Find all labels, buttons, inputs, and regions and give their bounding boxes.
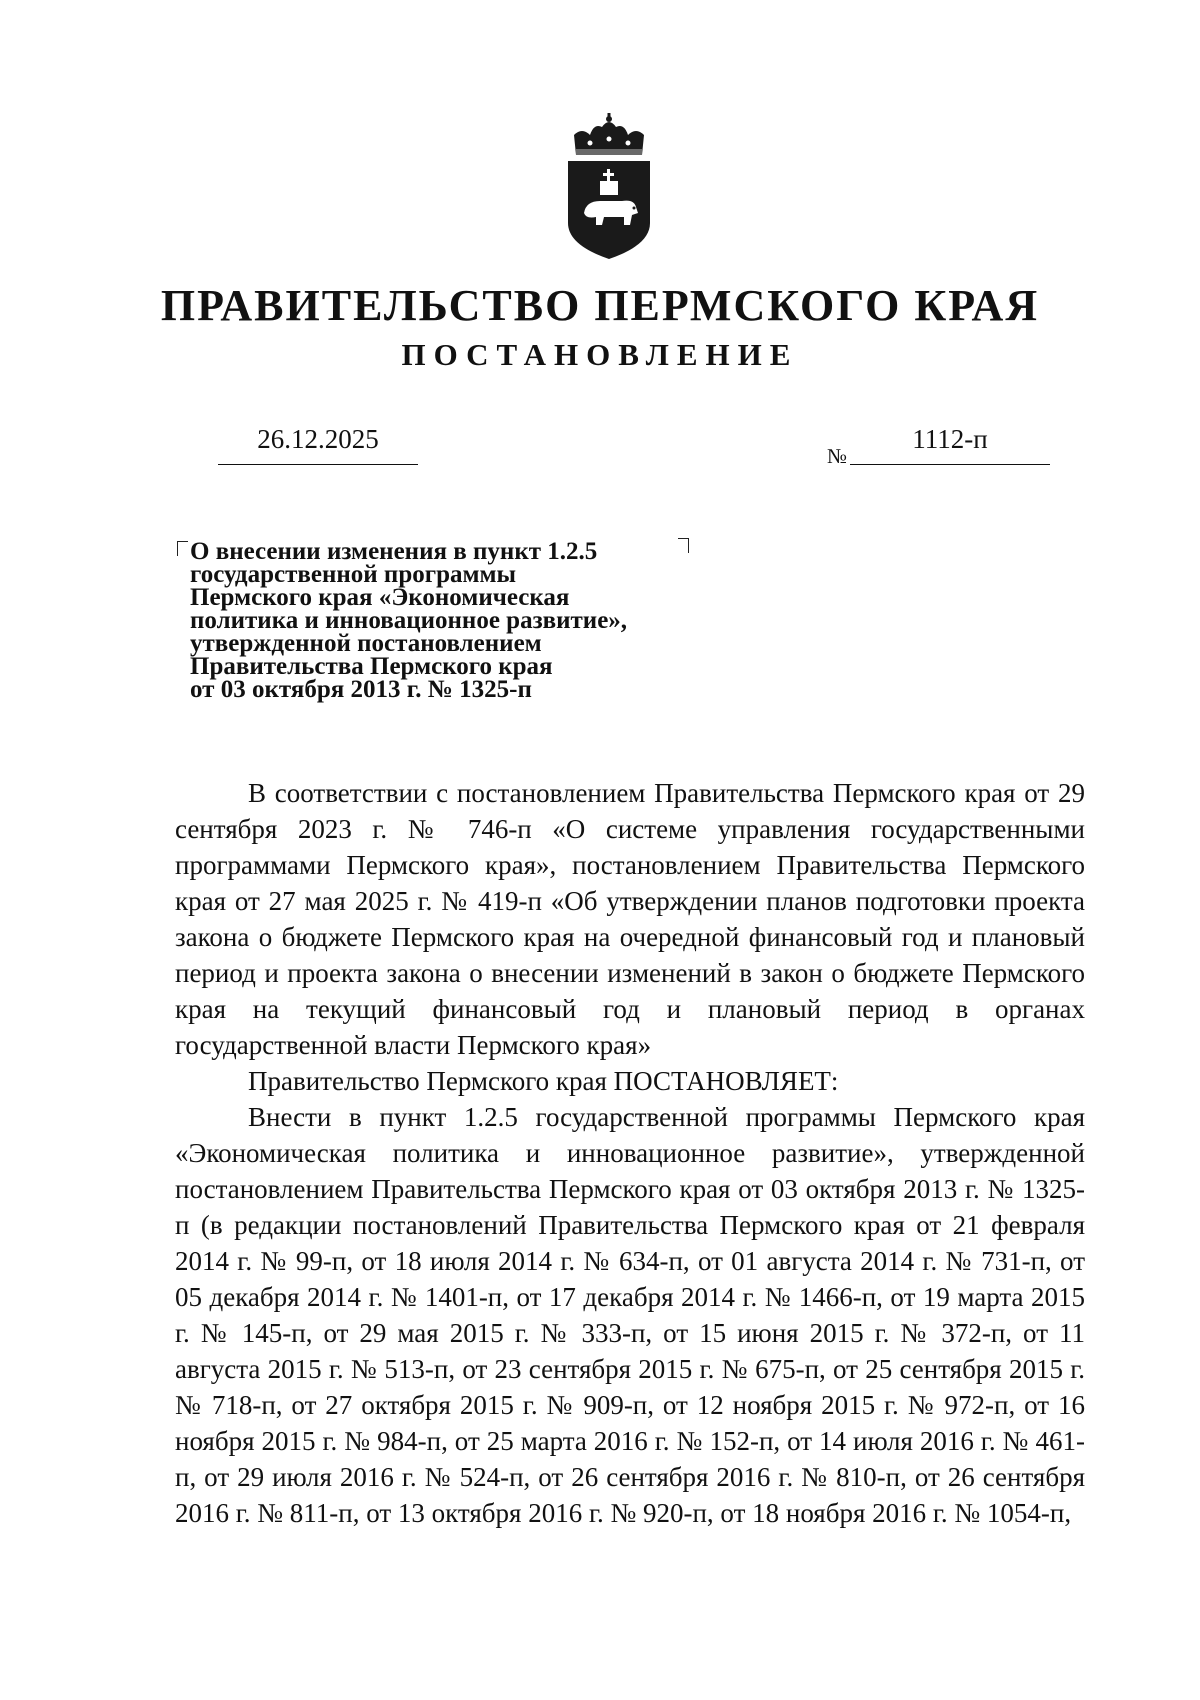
subject-line: О внесении изменения в пункт 1.2.5 <box>190 538 598 565</box>
subject-line: от 03 октября 2013 г. № 1325-п <box>190 676 532 703</box>
document-number: 1112-п <box>912 424 988 454</box>
document-type: ПОСТАНОВЛЕНИЕ <box>401 337 799 372</box>
resolution-clause: Правительство Пермского края ПОСТАНОВЛЯЕТ: <box>248 1066 839 1096</box>
subject-line: утвержденной постановлением <box>190 630 542 657</box>
number-underline <box>850 464 1050 465</box>
subject-bracket-left <box>177 541 188 556</box>
subject-line: политика и инновационное развитие», <box>190 607 628 634</box>
document-body <box>175 775 1085 1531</box>
subject-line: государственной программы <box>190 561 517 588</box>
body-paragraph: В соответствии с постановлением Правительства Пермского края от 29 сентября 2023 г. № 746-п «О системе управления государственными программами Пермского края», постановлением Правительства Пермского края от 27 мая 2025 г. № 419-п «Об утверждении планов подготовки проекта закона о бюджете Пермского края на очередной финансовый год и плановый период и проекта закона о внесении изменений в закон о бюджете Пермского края на текущий финансовый год и плановый период в органах государственной власти Пермского края» <box>175 778 1085 1060</box>
document-date: 26.12.2025 <box>257 424 379 454</box>
government-name: ПРАВИТЕЛЬСТВО ПЕРМСКОГО КРАЯ <box>160 281 1040 330</box>
number-sign: № <box>827 444 848 468</box>
body-paragraph: Внести в пункт 1.2.5 государственной программы Пермского края «Экономическая политика и инновационное развитие», утвержденной постановлением Правительства Пермского края от 03 октября 2013 г. № 1325-п (в редакции постановлений Правительства Пермского края от 21 февраля 2014 г. № 99-п, от 18 июля 2014 г. № 634-п, от 01 августа 2014 г. № 731-п, от 05 декабря 2014 г. № 1401-п, от 17 декабря 2014 г. № 1466-п, от 19 марта 2015 г. № 145-п, от 29 мая 2015 г. № 333-п, от 15 июня 2015 г. № 372-п, от 11 августа 2015 г. № 513-п, от 23 сентября 2015 г. № 675-п, от 25 сентября 2015 г. № 718-п, от 27 октября 2015 г. № 909-п, от 12 ноября 2015 г. № 972-п, от 16 ноября 2015 г. № 984-п, от 25 марта 2016 г. № 152-п, от 14 июля 2016 г. № 461-п, от 29 июля 2016 г. № 524-п, от 26 сентября 2016 г. № 810-п, от 26 сентября 2016 г. № 811-п, от 13 октября 2016 г. № 920-п, от 18 ноября 2016 г. № 1054-п, <box>175 1102 1085 1528</box>
document-subject <box>190 540 750 701</box>
date-underline <box>218 464 418 465</box>
subject-line: Правительства Пермского края <box>190 653 553 680</box>
coat-of-arms-icon <box>564 113 654 261</box>
subject-line: Пермского края «Экономическая <box>190 584 570 611</box>
